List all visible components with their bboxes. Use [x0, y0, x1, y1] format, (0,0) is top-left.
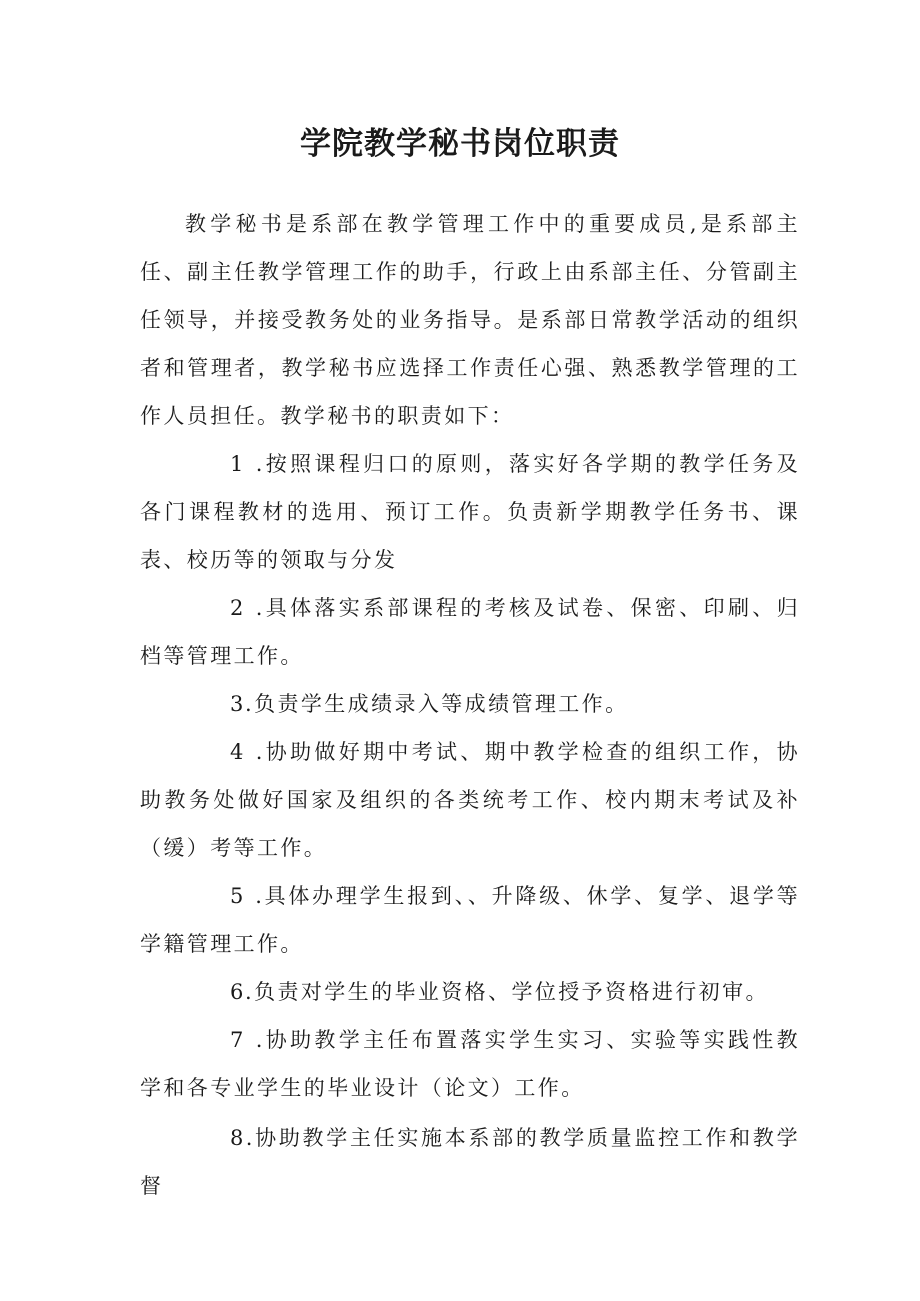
- item-text: .负责学生成绩录入等成绩管理工作。: [245, 692, 629, 716]
- item-text: .具体落实系部课程的考核及试卷、保密、印刷、归档等管理工作。: [140, 596, 801, 668]
- item-text: .负责对学生的毕业资格、学位授予资格进行初审。: [245, 980, 769, 1004]
- duty-item-3: [140, 680, 800, 728]
- item-number: 3: [230, 692, 246, 716]
- document-body: [140, 200, 800, 1210]
- item-number: 4: [230, 740, 246, 764]
- item-number: 7: [230, 1028, 246, 1052]
- item-number: 1: [230, 452, 246, 476]
- item-number: 2: [230, 596, 246, 620]
- item-text: .协助教学主任实施本系部的教学质量监控工作和教学督: [140, 1126, 800, 1198]
- duty-item-4: [140, 728, 800, 872]
- item-text: .协助做好期中考试、期中教学检查的组织工作，协助教务处做好国家及组织的各类统考工作、校内期末考试及补（缓）考等工作。: [140, 740, 801, 860]
- intro-paragraph: 教学秘书是系部在教学管理工作中的重要成员,是系部主任、副主任教学管理工作的助手，行政上由系部主任、分管副主任领导，并接受教务处的业务指导。是系部日常教学活动的组织者和管理者，教学秘书应选择工作责任心强、熟悉教学管理的工作人员担任。教学秘书的职责如下：: [140, 212, 800, 428]
- item-text: .协助教学主任布置落实学生实习、实验等实践性教学和各专业学生的毕业设计（论文）工作。: [140, 1028, 801, 1100]
- duty-item-7: [140, 1016, 800, 1112]
- item-number: 5: [230, 884, 246, 908]
- duty-item-8: [140, 1114, 800, 1210]
- item-number: 8: [230, 1126, 246, 1150]
- duty-item-6: [140, 968, 800, 1016]
- duty-item-5: [140, 872, 800, 968]
- item-number: 6: [230, 980, 246, 1004]
- duty-item-1: [140, 440, 800, 584]
- duty-item-2: [140, 584, 800, 680]
- page-title: 学院教学秘书岗位职责: [300, 126, 620, 162]
- item-text: .具体办理学生报到、、升降级、休学、复学、退学等学籍管理工作。: [140, 884, 801, 956]
- item-text: .按照课程归口的原则，落实好各学期的教学任务及各门课程教材的选用、预订工作。负责新学期教学任务书、课表、校历等的领取与分发: [140, 452, 801, 572]
